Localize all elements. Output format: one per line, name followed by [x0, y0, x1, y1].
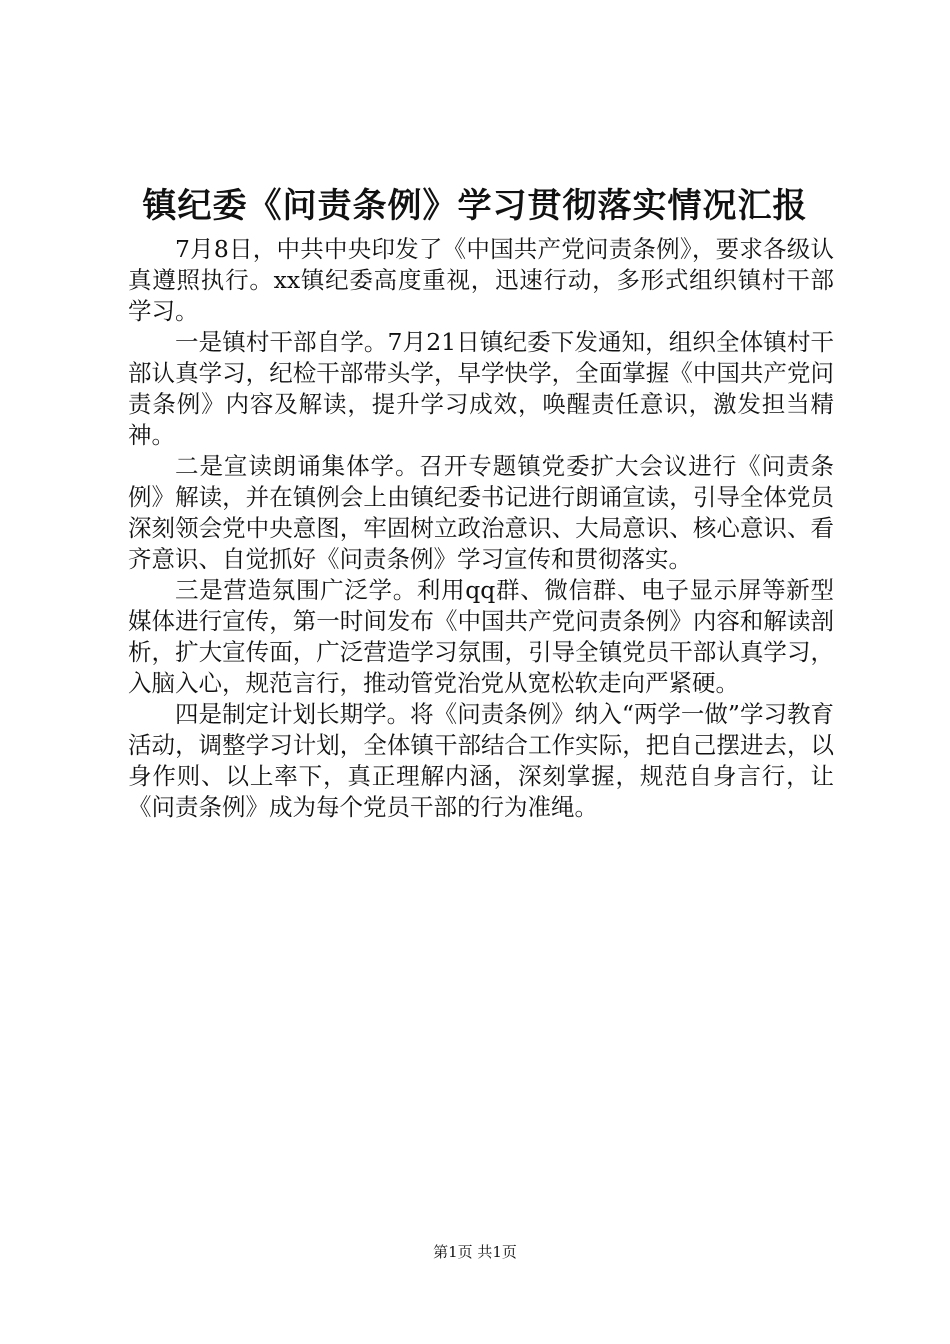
paragraph-atmosphere-study: 三是营造氛围广泛学。利用qq群、微信群、电子显示屏等新型媒体进行宣传，第一时间发布《中国共产党问责条例》内容和解读剖析，扩大宣传面，广泛营造学习氛围，引导全镇党员干部认真学习，入脑入心，规范言行，推动管党治党从宽松软走向严紧硬。 — [128, 576, 834, 697]
paragraph-group-study: 二是宣读朗诵集体学。召开专题镇党委扩大会议进行《问责条例》解读，并在镇例会上由镇纪委书记进行朗诵宣读，引导全体党员深刻领会党中央意图，牢固树立政治意识、大局意识、核心意识、看齐意识、自觉抓好《问责条例》学习宣传和贯彻落实。 — [128, 452, 834, 573]
paragraph-self-study: 一是镇村干部自学。7月21日镇纪委下发通知，组织全体镇村干部认真学习，纪检干部带头学，早学快学，全面掌握《中国共产党问责条例》内容及解读，提升学习成效，唤醒责任意识，激发担当精神。 — [128, 328, 834, 449]
paragraph-intro: 7月8日，中共中央印发了《中国共产党问责条例》，要求各级认真遵照执行。xx镇纪委高度重视，迅速行动，多形式组织镇村干部学习。 — [128, 235, 834, 325]
document-body — [128, 234, 834, 823]
paragraph-long-term-study: 四是制定计划长期学。将《问责条例》纳入“两学一做”学习教育活动，调整学习计划，全体镇干部结合工作实际，把自己摆进去，以身作则、以上率下，真正理解内涵，深刻掌握，规范自身言行，让《问责条例》成为每个党员干部的行为准绳。 — [128, 700, 834, 821]
document-title: 镇纪委《问责条例》学习贯彻落实情况汇报 — [142, 186, 808, 226]
page-number-footer: 第1页 共1页 — [433, 1243, 517, 1261]
